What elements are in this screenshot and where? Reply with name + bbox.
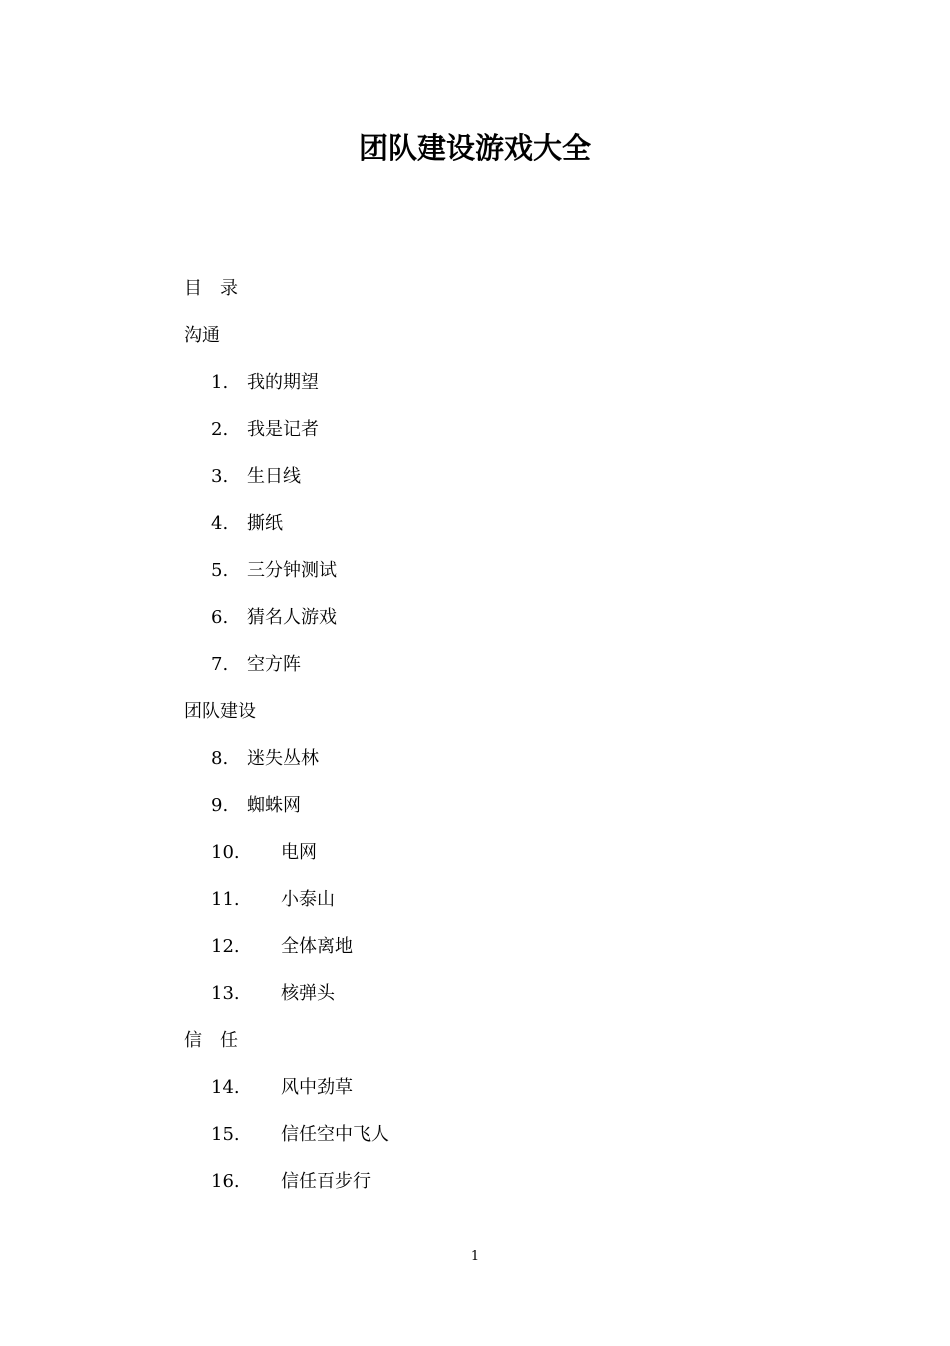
toc-section-heading: 团队建设: [184, 701, 256, 722]
toc-item-number: 1.: [211, 372, 229, 393]
toc-item: [184, 980, 784, 1027]
toc-item: [184, 463, 784, 510]
toc-item-text: 信任空中飞人: [281, 1124, 389, 1145]
toc-item-number: 13.: [211, 983, 240, 1004]
toc-item-number: 11.: [211, 889, 240, 910]
toc-item-number: 5.: [211, 560, 229, 581]
toc-item-number: 7.: [211, 654, 229, 675]
toc-item-number: 16.: [211, 1171, 240, 1192]
toc-item-number: 6.: [211, 607, 229, 628]
toc-item-text: 空方阵: [247, 654, 301, 675]
toc-item-text: 全体离地: [281, 936, 353, 957]
page-number: 1: [470, 1249, 480, 1264]
toc-item-number: 10.: [211, 842, 240, 863]
toc-item-number: 9.: [211, 795, 229, 816]
toc-item-number: 15.: [211, 1124, 240, 1145]
toc-item: [184, 416, 784, 463]
toc-item: [184, 1168, 784, 1215]
toc-item: [184, 510, 784, 557]
toc-item: [184, 886, 784, 933]
toc-item: [184, 933, 784, 980]
document-title: 团队建设游戏大全: [358, 131, 591, 165]
toc-item: [184, 651, 784, 698]
toc-item-text: 我是记者: [247, 419, 319, 440]
toc-item: [184, 745, 784, 792]
toc-item: [184, 839, 784, 886]
toc-section-heading: 信 任: [184, 1030, 238, 1051]
toc-item-number: 2.: [211, 419, 229, 440]
toc-item-text: 生日线: [247, 466, 301, 487]
toc-item-text: 猜名人游戏: [247, 607, 337, 628]
toc-item-text: 三分钟测试: [247, 560, 337, 581]
toc-item: [184, 1121, 784, 1168]
toc-item: [184, 604, 784, 651]
toc-item-text: 小泰山: [281, 889, 335, 910]
toc-item: [184, 369, 784, 416]
toc-item: [184, 792, 784, 839]
toc-item-number: 12.: [211, 936, 240, 957]
toc-item-text: 电网: [281, 842, 317, 863]
toc-item: [184, 1074, 784, 1121]
toc-item-text: 迷失丛林: [247, 748, 319, 769]
toc-item-number: 8.: [211, 748, 229, 769]
toc-label: 目 录: [184, 278, 238, 299]
toc-item: [184, 557, 784, 604]
toc-section-heading: 沟通: [184, 325, 220, 346]
toc-item-text: 撕纸: [247, 513, 283, 534]
toc-item-text: 蜘蛛网: [247, 795, 301, 816]
toc-item-number: 3.: [211, 466, 229, 487]
toc-item-number: 14.: [211, 1077, 240, 1098]
toc-item-text: 核弹头: [281, 983, 335, 1004]
toc-item-text: 风中劲草: [281, 1077, 353, 1098]
toc-item-text: 信任百步行: [281, 1171, 371, 1192]
toc-item-number: 4.: [211, 513, 229, 534]
toc-item-text: 我的期望: [247, 372, 319, 393]
table-of-contents: [184, 275, 784, 1215]
